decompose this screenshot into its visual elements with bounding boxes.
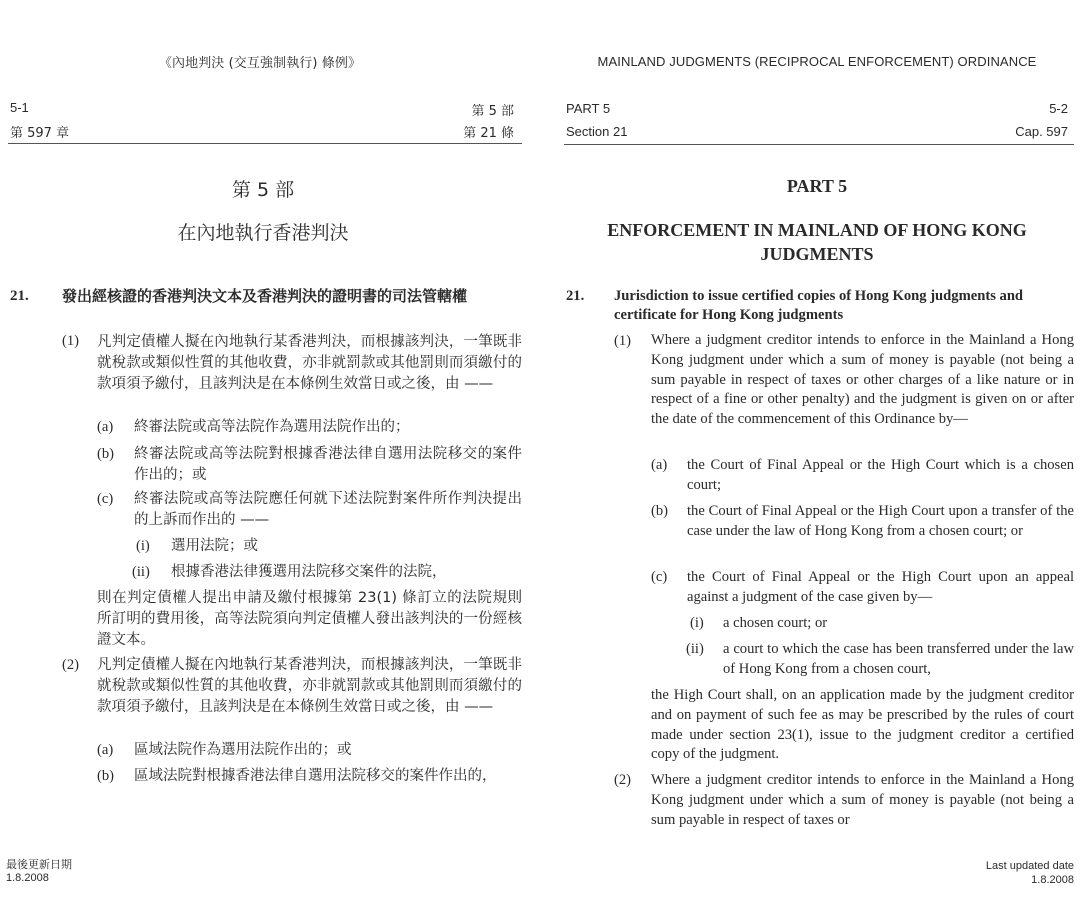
- left-part-title: 在內地執行香港判決: [177, 222, 349, 244]
- left-s2-number: (2): [62, 657, 80, 673]
- right-s1b-number: (b): [651, 503, 669, 519]
- left-section-title: 發出經核證的香港判決文本及香港判決的證明書的司法管轄權: [62, 287, 468, 305]
- left-s1c-number: (c): [97, 491, 114, 507]
- left-header-rule: [8, 143, 522, 144]
- right-s2-number: (2): [614, 772, 632, 788]
- left-page-number: 5-1: [10, 100, 29, 115]
- right-part-heading: PART 5: [786, 176, 848, 196]
- right-section-title: Jurisdiction to issue certified copies of Hong Kong judgments and certificate for Hong Kong judgments: [614, 288, 1024, 323]
- right-footer-label: Last updated date: [985, 860, 1074, 872]
- left-s1a-text: 終審法院或高等法院作為選用法院作出的；: [134, 419, 410, 435]
- right-footer-date: 1.8.2008: [1031, 874, 1074, 886]
- left-s1-tail: 則在判定債權人提出申請及繳付根據第 23(1) 條訂立的法院規則所訂明的費用後，高等法院須向判定債權人發出該判決的一份經核證文本。: [97, 590, 522, 648]
- left-section-label: 第 21 條: [463, 126, 514, 141]
- left-s1cii-text: 根據香港法律獲選用法院移交案件的法院，: [171, 564, 447, 580]
- left-s1-text: 凡判定債權人擬在內地執行某香港判決，而根據該判決，一筆既非就稅款或類似性質的其他收費，亦非就罰款或其他罰則而須繳付的款項須予繳付，且該判決是在本條例生效當日或之後，由 ——: [97, 334, 522, 392]
- right-part-title-line1: ENFORCEMENT IN MAINLAND OF HONG KONG: [607, 220, 1027, 240]
- right-part-label: PART 5: [566, 101, 611, 116]
- left-s2b-text: 區域法院對根據香港法律自選用法院移交的案件作出的，: [134, 768, 497, 784]
- right-s1a-number: (a): [651, 457, 668, 473]
- right-s1a-text: the Court of Final Appeal or the High Court which is a chosen court;: [687, 457, 1074, 493]
- left-section-number: 21.: [10, 288, 29, 304]
- right-s1-tail: the High Court shall, on an application made by the judgment creditor and on payment of such fee as may be prescribed by the rules of court made under section 23(1), issue to the judgment creditor a certified copy of the judgment.: [651, 687, 1074, 763]
- left-s1-number: (1): [62, 333, 80, 349]
- right-running-title: MAINLAND JUDGMENTS (RECIPROCAL ENFORCEMENT) ORDINANCE: [597, 54, 1037, 69]
- right-page-number: 5-2: [1049, 101, 1068, 116]
- left-s1ci-number: (i): [136, 538, 150, 554]
- right-s1c-number: (c): [651, 569, 668, 585]
- right-s1ci-text: a chosen court; or: [723, 615, 828, 631]
- left-s2-text: 凡判定債權人擬在內地執行某香港判決，而根據該判決，一筆既非就稅款或類似性質的其他收費，亦非就罰款或其他罰則而須繳付的款項須予繳付，且該判決是在本條例生效當日或之後，由 ——: [97, 657, 522, 715]
- left-s2a-text: 區域法院作為選用法院作出的；或: [134, 742, 352, 758]
- left-part-heading: 第 5 部: [231, 179, 295, 201]
- left-s2a-number: (a): [97, 742, 114, 758]
- left-running-title: 《內地判決 (交互強制執行) 條例》: [158, 56, 362, 71]
- left-s1b-number: (b): [97, 446, 115, 462]
- left-footer-label: 最後更新日期: [6, 858, 72, 871]
- right-s1b-text: the Court of Final Appeal or the High Court upon a transfer of the case under the law of Hong Kong from a chosen court; or: [687, 503, 1074, 539]
- right-s1cii-number: (ii): [686, 641, 704, 657]
- left-s1a-number: (a): [97, 419, 114, 435]
- right-s1ci-number: (i): [690, 615, 704, 631]
- left-s1ci-text: 選用法院；或: [171, 538, 258, 554]
- left-s2b-number: (b): [97, 768, 115, 784]
- right-section-number: 21.: [566, 288, 585, 304]
- left-cap: 第 597 章: [10, 126, 70, 141]
- right-cap: Cap. 597: [1015, 124, 1068, 139]
- right-section-label: Section 21: [566, 124, 628, 139]
- left-footer-date: 1.8.2008: [6, 872, 49, 884]
- right-s1c-text: the Court of Final Appeal or the High Court upon an appeal against a judgment of the case given by—: [687, 569, 1074, 605]
- right-s2-text: Where a judgment creditor intends to enforce in the Mainland a Hong Kong judgment under which a sum of money is payable (not being a sum payable in respect of taxes or: [651, 772, 1074, 828]
- left-part-label: 第 5 部: [471, 104, 514, 119]
- right-s1-number: (1): [614, 333, 632, 349]
- left-s1cii-number: (ii): [132, 564, 150, 580]
- right-s1cii-text: a court to which the case has been transferred under the law of Hong Kong from a chosen court,: [723, 641, 1074, 677]
- left-s1c-text: 終審法院或高等法院應任何就下述法院對案件所作判決提出的上訴而作出的 ——: [134, 491, 522, 528]
- right-header-rule: [564, 144, 1074, 145]
- right-part-title-line2: JUDGMENTS: [760, 244, 874, 264]
- right-s1-text: Where a judgment creditor intends to enforce in the Mainland a Hong Kong judgment under which a sum of money is payable (not being a sum payable in respect of taxes or other charges of a like nature or in respect of a fine or other penalty) and the judgment is given on or after the date of the commencement of this Ordinance by—: [651, 332, 1074, 428]
- left-s1b-text: 終審法院或高等法院對根據香港法律自選用法院移交的案件作出的；或: [134, 446, 522, 483]
